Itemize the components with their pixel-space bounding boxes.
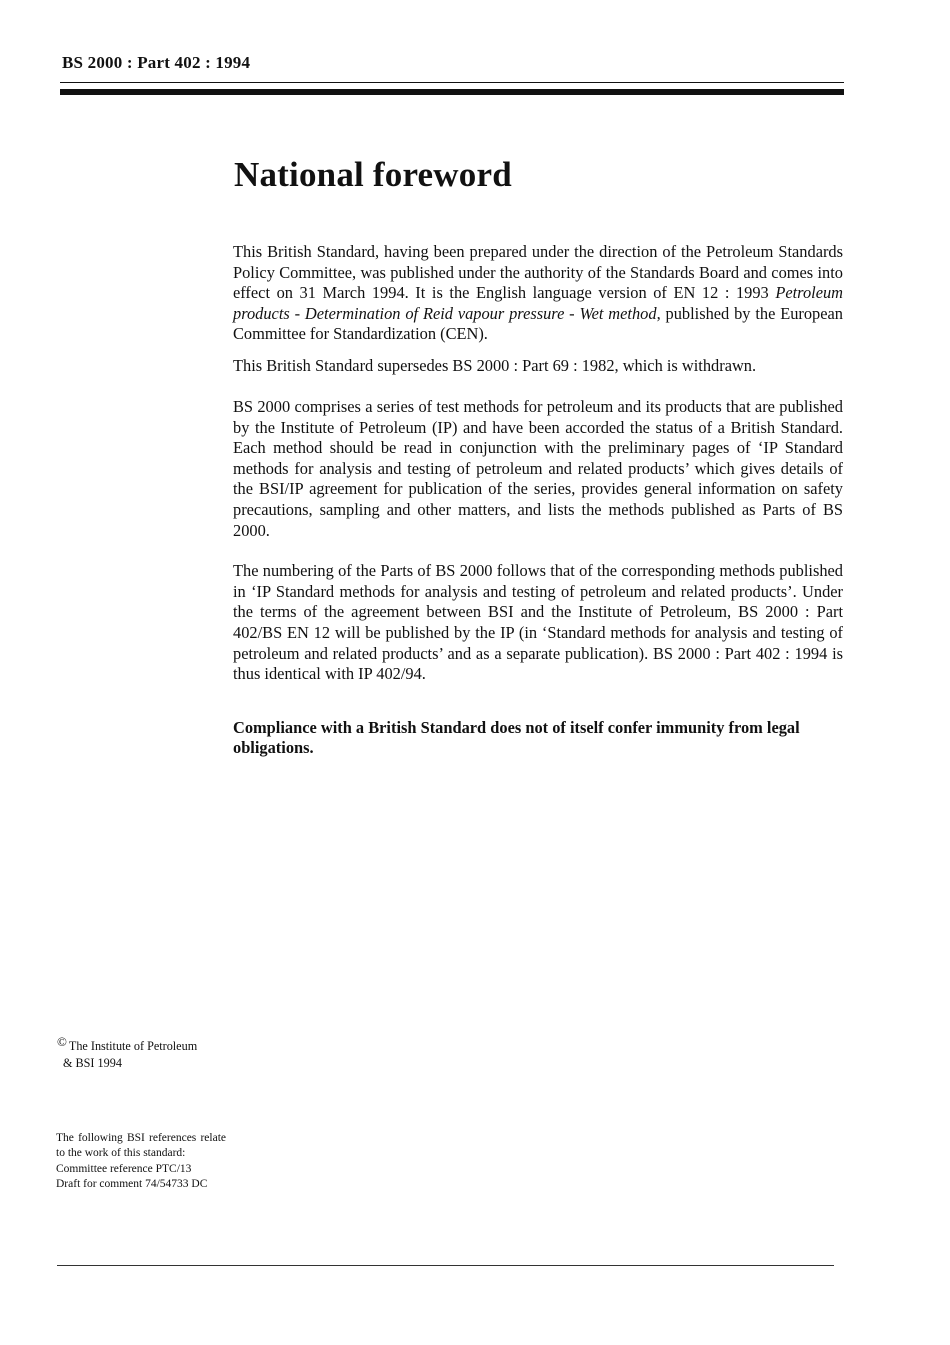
copyright-line1: The Institute of Petroleum — [68, 1039, 198, 1053]
paragraph-series: BS 2000 comprises a series of test methods for petroleum and its products that are published by the Institute of Petroleum (IP) and have been accorded the status of a British Standard. Each method should be read in conjunction with the preliminary pages of ‘IP Standard methods for analysis and testing of petroleum and related products’ which gives details of the BSI/IP agreement for publication of the series, provides general information on safety precautions, sampling and other matters, and lists the methods published as Parts of BS 2000. — [233, 397, 843, 540]
paragraph-effective-date — [233, 242, 843, 345]
copyright-line2: & BSI 1994 — [63, 1056, 122, 1070]
foreword-body — [233, 242, 843, 770]
page-title: National foreword — [234, 155, 512, 194]
footer-rule — [57, 1265, 834, 1266]
paragraph-text: , published by the European Committee for Standardization (CEN). — [233, 303, 843, 344]
paragraph-text: This British Standard, having been prepared under the direction of the Petroleum Standards Policy Committee, was published under the authority of the Standards Board and comes into effect on 31 March 1994. It is the English language version of EN 12 : 1993 — [233, 242, 843, 303]
copyright-notice — [57, 1033, 232, 1072]
committee-reference: Committee reference PTC/13 — [56, 1162, 192, 1175]
draft-reference: Draft for comment 74/54733 DC — [56, 1177, 208, 1190]
document-id: BS 2000 : Part 402 : 1994 — [62, 53, 251, 72]
paragraph-supersedes: This British Standard supersedes BS 2000 : Part 69 : 1982, which is withdrawn. — [233, 356, 757, 376]
bsi-references — [56, 1131, 226, 1192]
en-title: Petroleum products - Determination of Reid vapour pressure - Wet method — [233, 283, 843, 323]
header-rule-thin — [60, 82, 844, 83]
header-rule-thick — [60, 89, 844, 95]
compliance-statement: Compliance with a British Standard does not of itself confer immunity from legal obligations. — [233, 717, 800, 758]
paragraph-numbering: The numbering of the Parts of BS 2000 follows that of the corresponding methods published in ‘IP Standard methods for analysis and testing of petroleum and related products’. Under the terms of the agreement between BSI and the Institute of Petroleum, BS 2000 : Part 402/BS EN 12 will be published by the IP (in ‘Standard methods for analysis and testing of petroleum and related products’ and as a separate publication). BS 2000 : Part 402 : 1994 is thus identical with IP 402/94. — [233, 561, 843, 684]
references-intro: The following BSI references relate to the work of this standard: — [56, 1132, 226, 1160]
copyright-icon: © — [57, 1034, 67, 1049]
